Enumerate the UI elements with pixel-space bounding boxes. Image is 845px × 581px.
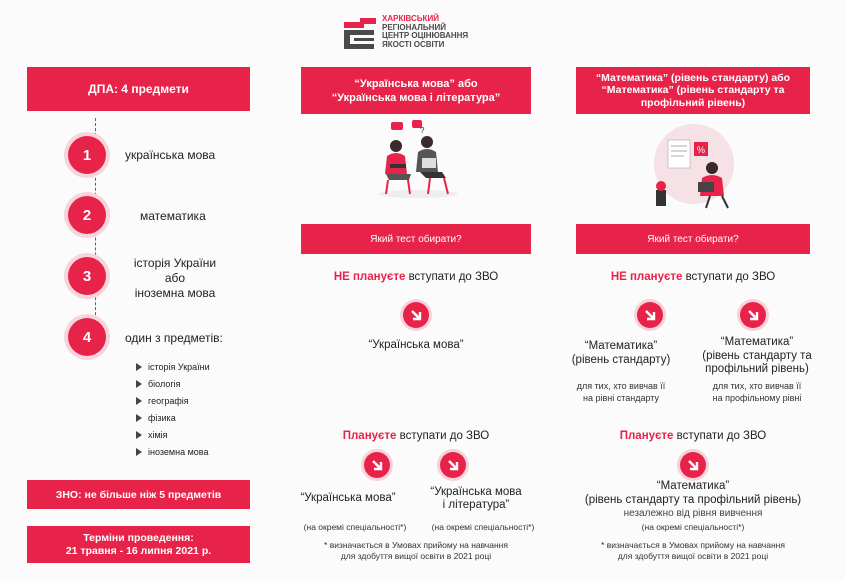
arrow-down-icon (440, 452, 466, 478)
math-profile-note: для тих, хто вивчав її на профільному рівні (712, 381, 802, 403)
ukr-title-bar: “Українська мова” або “Українська мова і література” (301, 67, 531, 114)
footnote-right: * визначається в Умовах прийому на навчання для здобуття вищої освіти в 2021 році (601, 540, 785, 561)
logo-mark-icon (340, 16, 380, 50)
list-item: хімія (136, 426, 210, 443)
subject-1-label: українська мова (125, 148, 216, 162)
ukr-option-2: “Українська мова і література” (430, 486, 522, 511)
ukr-option-2-note: (на окремі спеціальності*) (431, 522, 535, 532)
plan-right: Плануєте вступати до ЗВО (619, 430, 767, 442)
math-title-bar: “Математика” (рівень стандарту) або “Математика” (рівень стандарту та профільний рівень) (576, 67, 810, 114)
logo-line-1: ХАРКІВСЬКИЙ (382, 14, 439, 23)
which-test-bar-middle: Який тест обирати? (301, 224, 531, 254)
arrow-down-icon (364, 452, 390, 478)
list-item: біологія (136, 375, 210, 392)
list-item: іноземна мова (136, 443, 210, 460)
subject-number-4: 4 (68, 318, 106, 356)
math-result-option: “Математика” (рівень стандарту та профільний рівень) незалежно від рівня вивчення (584, 480, 802, 519)
arrow-down-icon (680, 452, 706, 478)
not-plan-right: НЕ плануєте вступати до ЗВО (610, 271, 776, 283)
bullet-triangle-icon (136, 414, 142, 422)
arrow-down-icon (637, 302, 663, 328)
math-standard-note: для тих, хто вивчав її на рівні стандарту (576, 381, 666, 403)
math-student-illustration (650, 120, 745, 212)
logo-line-2: РЕГІОНАЛЬНИЙ (382, 22, 446, 32)
bullet-triangle-icon (136, 380, 142, 388)
not-plan-result-middle: “Українська мова” (368, 339, 464, 351)
list-item: фізика (136, 409, 210, 426)
math-standard-option: “Математика” (рівень стандарту) (571, 340, 671, 366)
logo-line-3: ЦЕНТР ОЦІНЮВАННЯ (382, 31, 469, 41)
svg-text:%: % (697, 145, 706, 155)
bullet-triangle-icon (136, 448, 142, 456)
footnote-middle: * визначається в Умовах прийому на навчання для здобуття вищої освіти в 2021 році (324, 540, 508, 561)
list-item: історія України (136, 358, 210, 375)
logo (340, 14, 500, 54)
which-test-bar-right: Який тест обирати? (576, 224, 810, 254)
dpa-title-bar (27, 67, 250, 111)
subject-number-2: 2 (68, 196, 106, 234)
dates-bar: Терміни проведення: 21 травня - 16 липня 2021 р. (27, 526, 250, 563)
bullet-triangle-icon (136, 363, 142, 371)
logo-line-4: ЯКОСТІ ОСВІТИ (382, 39, 445, 49)
dpa-title: ДПА: 4 предмети (88, 82, 189, 96)
svg-text:?: ? (420, 126, 425, 135)
subject-number-1: 1 (68, 136, 106, 174)
bullet-triangle-icon (136, 397, 142, 405)
math-result-note: (на окремі спеціальності*) (641, 522, 745, 532)
plan-middle: Плануєте вступати до ЗВО (342, 430, 490, 442)
subject-4-label: один з предметів: (125, 331, 223, 345)
not-plan-middle: НЕ плануєте вступати до ЗВО (333, 271, 499, 283)
zno-limit-bar: ЗНО: не більше ніж 5 предметів (27, 480, 250, 509)
subject-number-3: 3 (68, 257, 106, 295)
subject-3-label: історія України або іноземна мова (133, 256, 217, 300)
students-illustration (372, 120, 467, 200)
ukr-option-1-note: (на окремі спеціальності*) (303, 522, 407, 532)
list-item: географія (136, 392, 210, 409)
ukr-option-1: “Українська мова” (300, 492, 396, 504)
math-profile-option: “Математика” (рівень стандарту та профільний рівень) (702, 336, 812, 375)
subject-2-label: математика (140, 209, 206, 223)
arrow-down-icon (740, 302, 766, 328)
options-list (136, 358, 210, 460)
bullet-triangle-icon (136, 431, 142, 439)
arrow-down-icon (403, 302, 429, 328)
